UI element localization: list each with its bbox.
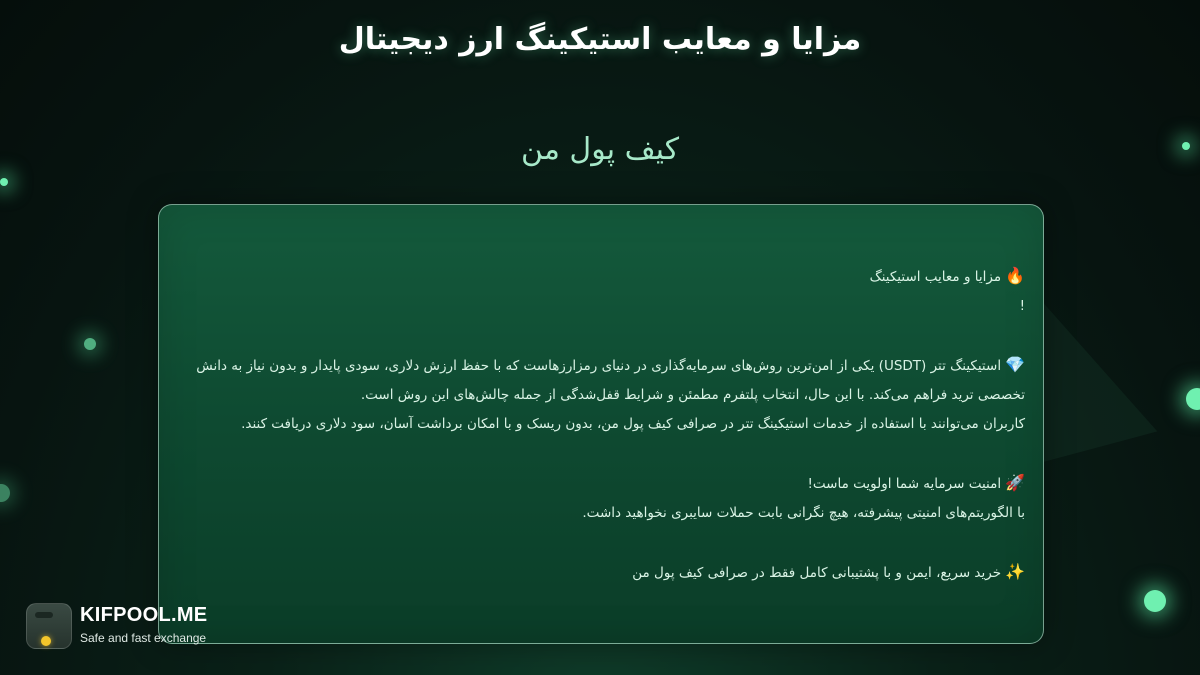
glow-dot [0,484,10,502]
gem-icon: 💎 [1005,355,1025,374]
brand-name: KIFPOOL.ME [80,604,208,626]
glow-dot [1186,388,1200,410]
paragraph-line [175,468,1025,499]
logo-dot [41,636,51,646]
paragraph-line [175,350,1025,381]
page-title: مزایا و معایب استیکینگ ارز دیجیتال [338,22,862,57]
heading-text: مزایا و معایب استیکینگ [869,269,1002,285]
brand-subtitle: کیف پول من [520,132,679,167]
section-heading [175,261,1025,292]
paragraph-line: با الگوریتم‌های امنیتی پیشرفته، هیچ نگرانی بابت حملات سایبری نخواهید داشت. [582,505,1025,521]
paragraph-text: امنیت سرمایه شما اولویت ماست! [807,476,1002,492]
glow-dot [84,338,96,350]
glow-dot [0,178,8,186]
paragraph-line: تخصصی ترید فراهم می‌کند. با این حال، انتخاب پلتفرم مطمئن و شرایط قفل‌شدگی از جمله چالش‌های این روش است. [360,387,1025,403]
logo-bar [35,612,53,618]
paragraph-text: استیکینگ تتر (USDT) یکی از امن‌ترین روش‌های سرمایه‌گذاری در دنیای رمزارزهاست که با حفظ ارزش دلاری، سودی پایدار و بدون نیاز به دانش [196,358,1002,374]
heading-exclaim: ! [1019,298,1025,314]
paragraph-text: خرید سریع، ایمن و با پشتیبانی کامل فقط در صرافی کیف پول من [632,565,1002,581]
fire-icon: 🔥 [1005,266,1025,285]
paragraph-line [175,557,1025,588]
sparkles-icon: ✨ [1005,562,1025,581]
glow-dot [1144,590,1166,612]
logo-icon [26,603,72,649]
card-text [175,261,1025,588]
brand-tagline: Safe and fast exchange [80,631,207,645]
paragraph-line: کاربران می‌توانند با استفاده از خدمات استیکینگ تتر در صرافی کیف پول من، بدون ریسک و با امکان برداشت آسان، سود دلاری دریافت کنند. [241,416,1025,432]
rocket-icon: 🚀 [1005,473,1025,492]
content-card [158,204,1044,644]
